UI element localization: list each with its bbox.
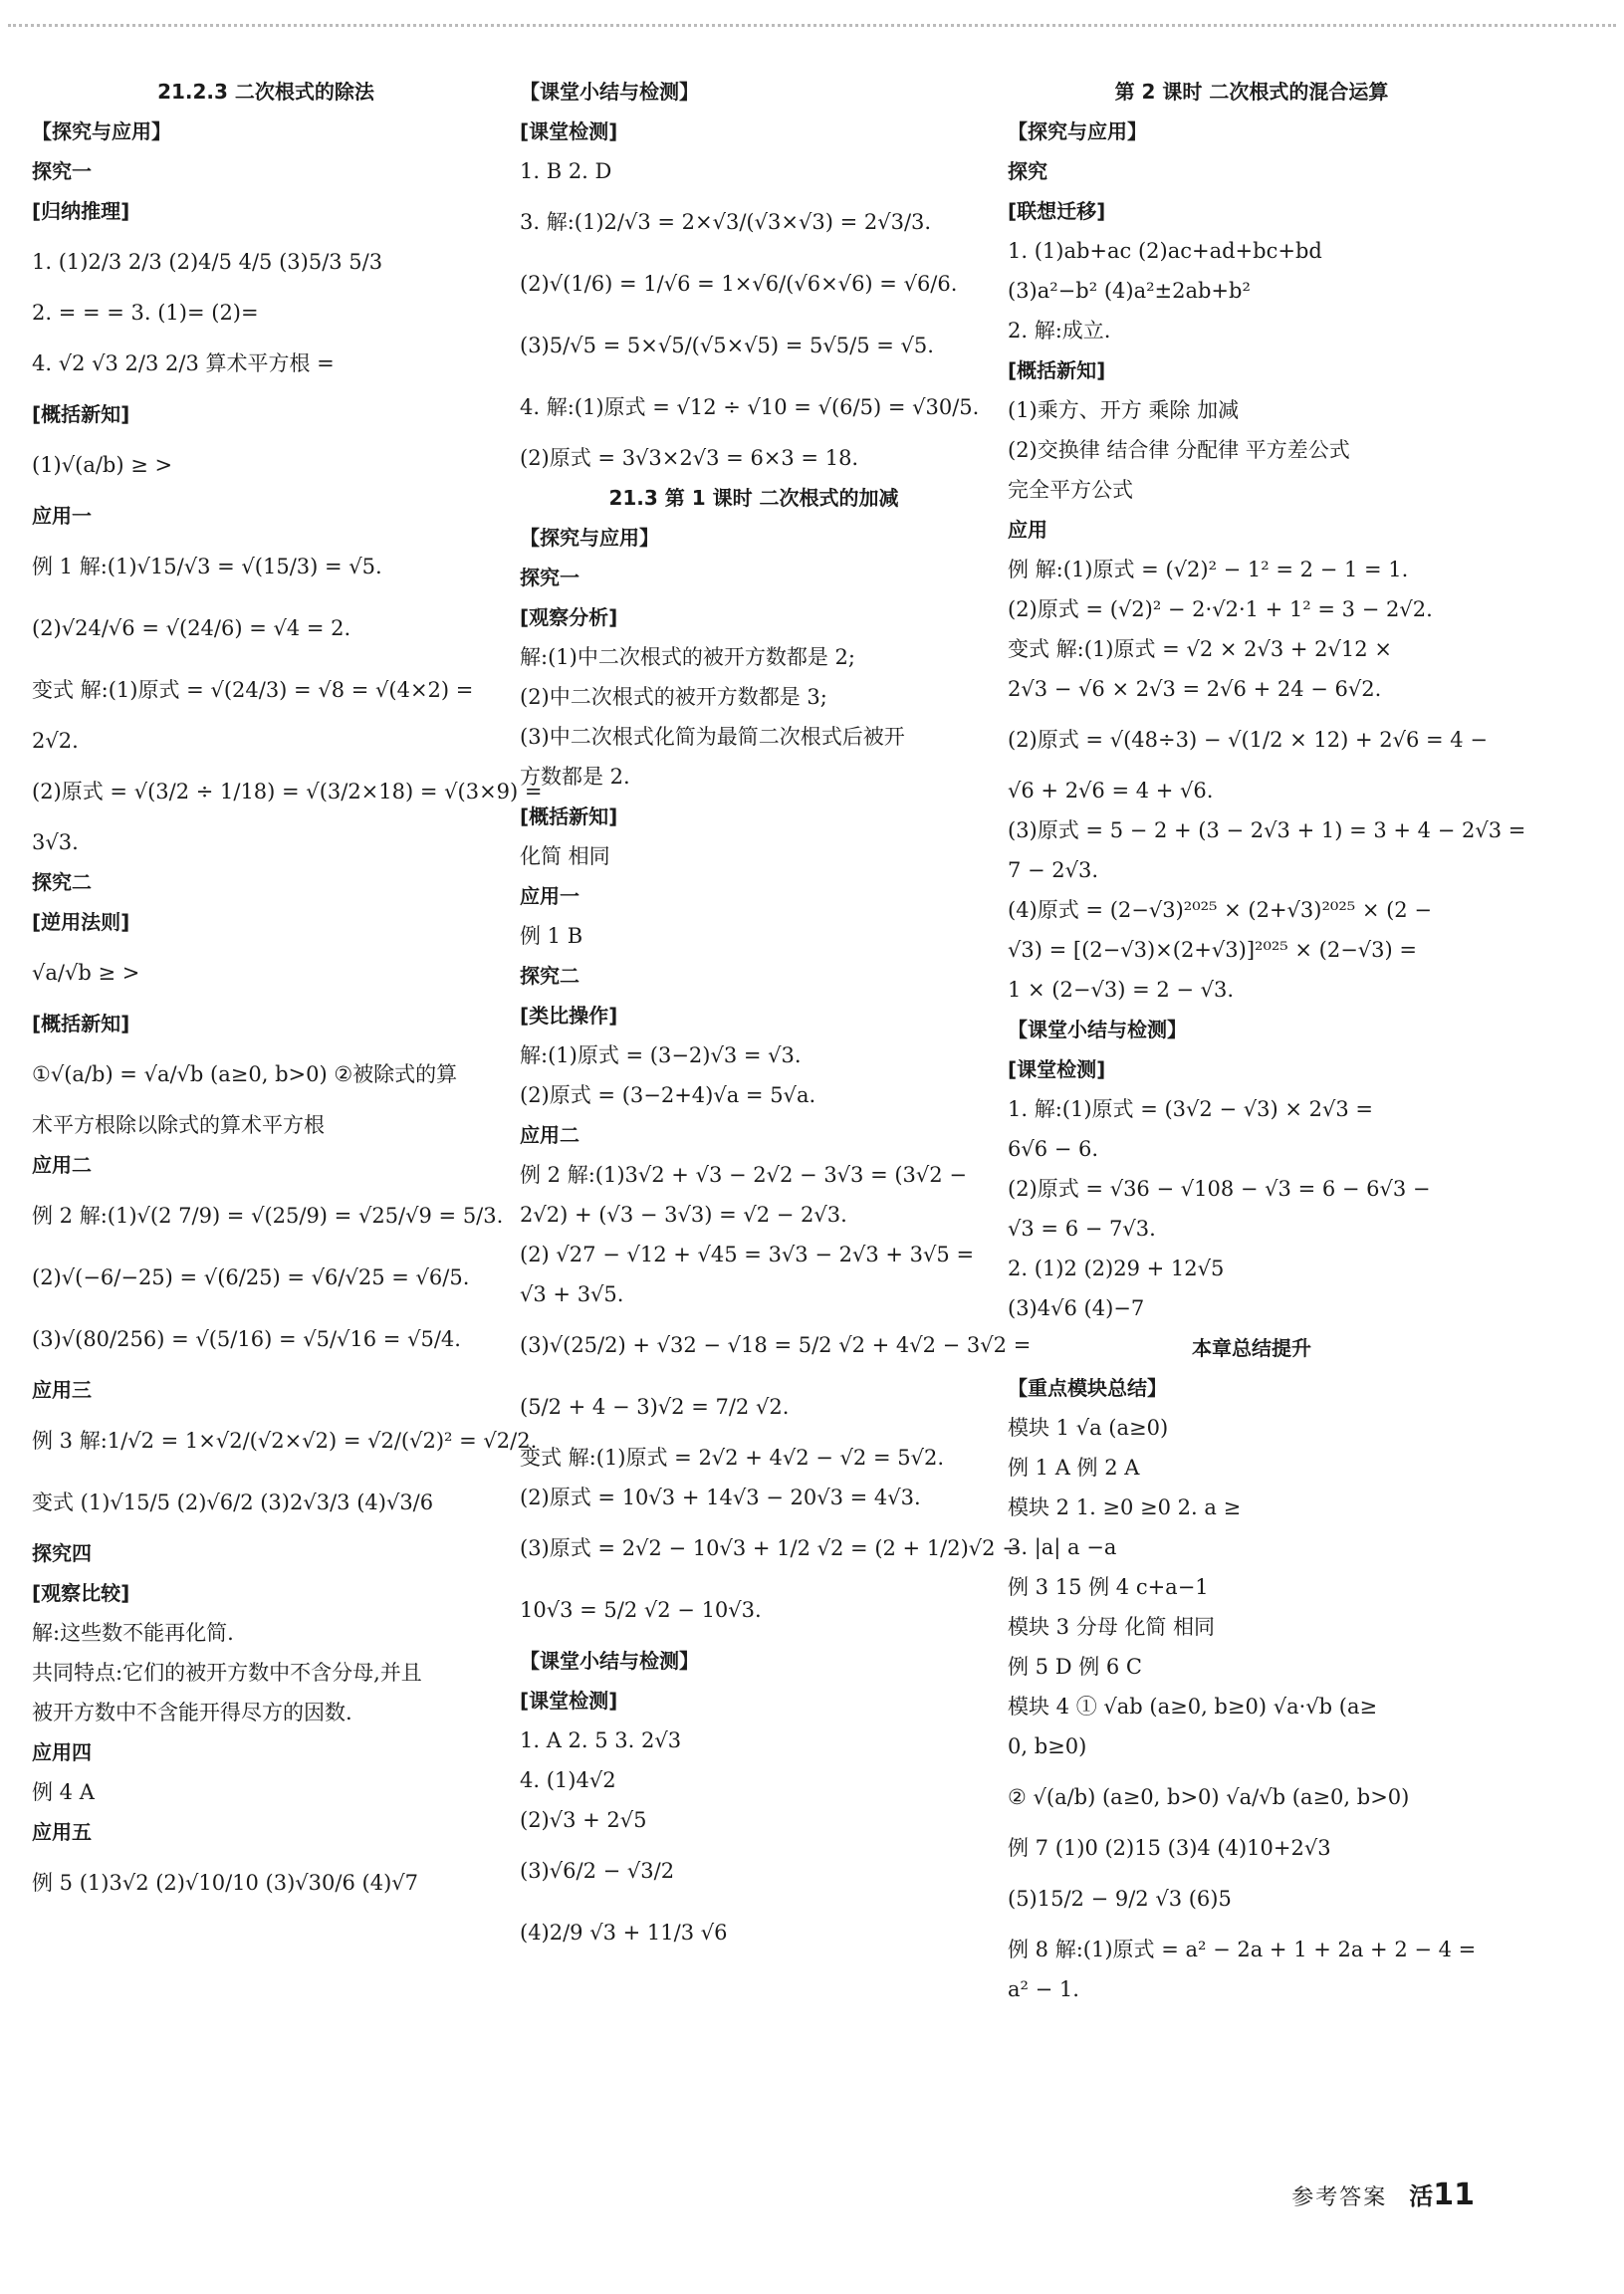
answer-line: (2)交换律 结合律 分配律 平方差公式 xyxy=(1008,438,1350,462)
answer-line: a² − 1. xyxy=(1008,1977,1079,2001)
answer-line: 变式 (1)√15/5 (2)√6/2 (3)2√3/3 (4)√3/6 xyxy=(32,1491,434,1514)
section-heading: [归纳推理] xyxy=(32,199,130,223)
section-heading: [类比操作] xyxy=(520,1004,618,1028)
section-heading: 应用二 xyxy=(32,1153,92,1177)
answer-line: 例 1 B xyxy=(520,924,583,948)
answer-line: 4. (1)4√2 xyxy=(520,1768,616,1792)
answer-line: 化简 相同 xyxy=(520,844,610,868)
section-heading: [概括新知] xyxy=(520,804,618,828)
answer-line: 3√3. xyxy=(32,830,79,854)
section-heading: [课堂检测] xyxy=(520,1689,618,1713)
answer-line: (2)√24/√6 = √(24/6) = √4 = 2. xyxy=(32,616,351,640)
answer-line: (2)原式 = √(48÷3) − √(1/2 × 12) + 2√6 = 4 − xyxy=(1008,728,1488,752)
answer-line: 4. √2 √3 2/3 2/3 算术平方根 = xyxy=(32,351,335,375)
answer-line: 变式 解:(1)原式 = 2√2 + 4√2 − √2 = 5√2. xyxy=(520,1446,945,1470)
section-heading: 探究二 xyxy=(32,870,92,894)
answer-line: 例 4 A xyxy=(32,1780,95,1804)
answer-line: 方数都是 2. xyxy=(520,765,630,789)
answer-line: 1. B 2. D xyxy=(520,159,612,183)
answer-line: (2)原式 = 10√3 + 14√3 − 20√3 = 4√3. xyxy=(520,1486,921,1509)
answer-line: 例 3 15 例 4 c+a−1 xyxy=(1008,1575,1209,1599)
answer-column-3 xyxy=(1008,72,1526,2009)
answer-line: 1 × (2−√3) = 2 − √3. xyxy=(1008,978,1235,1002)
section-heading: 应用五 xyxy=(32,1820,92,1844)
section-heading: 【课堂小结与检测】 xyxy=(520,1649,699,1673)
answer-line: √3 + 3√5. xyxy=(520,1282,624,1306)
section-heading: 【重点模块总结】 xyxy=(1008,1376,1167,1400)
answer-line: √6 + 2√6 = 4 + √6. xyxy=(1008,779,1214,803)
answer-column-2 xyxy=(520,72,1032,1963)
section-heading: 探究 xyxy=(1008,159,1047,183)
answer-line: 模块 2 1. ≥0 ≥0 2. a ≥ xyxy=(1008,1495,1242,1519)
answer-line: 2√3 − √6 × 2√3 = 2√6 + 24 − 6√2. xyxy=(1008,677,1382,701)
answer-line: 3. 解:(1)2/√3 = 2×√3/(√3×√3) = 2√3/3. xyxy=(520,210,932,234)
answer-line: 例 解:(1)原式 = (√2)² − 1² = 2 − 1 = 1. xyxy=(1008,558,1409,581)
answer-line: (3)√(25/2) + √32 − √18 = 5/2 √2 + 4√2 − 3√2 = xyxy=(520,1333,1032,1357)
section-heading: 探究一 xyxy=(520,566,580,589)
answer-line: 2. (1)2 (2)29 + 12√5 xyxy=(1008,1257,1225,1280)
answer-line: (5)15/2 − 9/2 √3 (6)5 xyxy=(1008,1887,1232,1911)
answer-line: 4. 解:(1)原式 = √12 ÷ √10 = √(6/5) = √30/5. xyxy=(520,395,980,419)
answer-line: 解:(1)中二次根式的被开方数都是 2; xyxy=(520,645,855,669)
section-heading: [课堂检测] xyxy=(520,119,618,143)
answer-line: 变式 解:(1)原式 = √(24/3) = √8 = √(4×2) = xyxy=(32,678,474,702)
section-heading: 【课堂小结与检测】 xyxy=(520,80,699,104)
answer-line: 0, b≥0) xyxy=(1008,1734,1087,1758)
answer-line: 2. 解:成立. xyxy=(1008,319,1111,343)
answer-line: (1)√(a/b) ≥ > xyxy=(32,453,173,477)
answer-line: ② √(a/b) (a≥0, b>0) √a/√b (a≥0, b>0) xyxy=(1008,1785,1410,1809)
section-heading: 应用四 xyxy=(32,1740,92,1764)
answer-line: (3)原式 = 2√2 − 10√3 + 1/2 √2 = (2 + 1/2)√2 − xyxy=(520,1536,1020,1560)
answer-line: (2)原式 = √(3/2 ÷ 1/18) = √(3/2×18) = √(3×9) = xyxy=(32,780,543,803)
section-heading: 应用一 xyxy=(520,884,580,908)
answer-line: (3)4√6 (4)−7 xyxy=(1008,1296,1145,1320)
section-title: 第 2 课时 二次根式的混合运算 xyxy=(1114,80,1389,104)
answer-line: (3)√6/2 − √3/2 xyxy=(520,1859,675,1883)
answer-line: 解:这些数不能再化简. xyxy=(32,1621,234,1645)
answer-line: 模块 1 √a (a≥0) xyxy=(1008,1416,1169,1440)
answer-line: (3)a²−b² (4)a²±2ab+b² xyxy=(1008,279,1251,303)
section-heading: 探究四 xyxy=(32,1541,92,1565)
answer-line: 例 5 (1)3√2 (2)√10/10 (3)√30/6 (4)√7 xyxy=(32,1871,419,1895)
answer-line: 被开方数中不含能开得尽方的因数. xyxy=(32,1701,352,1724)
section-heading: [联想迁移] xyxy=(1008,199,1106,223)
answer-line: (3)5/√5 = 5×√5/(√5×√5) = 5√5/5 = √5. xyxy=(520,334,934,357)
answer-line: 共同特点:它们的被开方数中不含分母,并且 xyxy=(32,1661,422,1685)
section-heading: [概括新知] xyxy=(1008,358,1106,382)
answer-line: (2)原式 = 3√3×2√3 = 6×3 = 18. xyxy=(520,446,859,470)
answer-line: 解:(1)原式 = (3−2)√3 = √3. xyxy=(520,1043,802,1067)
answer-line: (3)√(80/256) = √(5/16) = √5/√16 = √5/4. xyxy=(32,1327,461,1351)
answer-line: 例 2 解:(1)√(2 7/9) = √(25/9) = √25/√9 = 5/3. xyxy=(32,1204,504,1228)
answer-line: (3)原式 = 5 − 2 + (3 − 2√3 + 1) = 3 + 4 − 2√3 = xyxy=(1008,818,1526,842)
answer-line: (2) √27 − √12 + √45 = 3√3 − 2√3 + 3√5 = xyxy=(520,1243,975,1266)
answer-line: (2)原式 = (√2)² − 2·√2·1 + 1² = 3 − 2√2. xyxy=(1008,597,1433,621)
answer-line: 模块 3 分母 化简 相同 xyxy=(1008,1615,1216,1639)
answer-line: 例 1 解:(1)√15/√3 = √(15/3) = √5. xyxy=(32,555,382,578)
answer-line: (4)2/9 √3 + 11/3 √6 xyxy=(520,1921,728,1945)
answer-line: 1. A 2. 5 3. 2√3 xyxy=(520,1728,682,1752)
section-title: 本章总结提升 xyxy=(1192,1336,1311,1360)
section-heading: [课堂检测] xyxy=(1008,1057,1106,1081)
section-heading: 【探究与应用】 xyxy=(1008,119,1147,143)
answer-line: 10√3 = 5/2 √2 − 10√3. xyxy=(520,1598,762,1622)
section-heading: 应用一 xyxy=(32,504,92,528)
answer-line: (5/2 + 4 − 3)√2 = 7/2 √2. xyxy=(520,1395,790,1419)
answer-line: √a/√b ≥ > xyxy=(32,961,140,985)
answer-line: 1. 解:(1)原式 = (3√2 − √3) × 2√3 = xyxy=(1008,1097,1373,1121)
section-heading: [观察比较] xyxy=(32,1581,130,1605)
section-heading: 应用三 xyxy=(32,1378,92,1402)
answer-line: 完全平方公式 xyxy=(1008,478,1133,502)
section-title: 21.3 第 1 课时 二次根式的加减 xyxy=(608,486,899,510)
section-heading: 【探究与应用】 xyxy=(520,526,659,550)
section-heading: 应用二 xyxy=(520,1123,580,1147)
answer-line: (2)中二次根式的被开方数都是 3; xyxy=(520,685,827,709)
answer-line: 7 − 2√3. xyxy=(1008,858,1099,882)
answer-line: 3. |a| a −a xyxy=(1008,1535,1117,1559)
answer-line: 2. = = = 3. (1)= (2)= xyxy=(32,301,259,325)
section-heading: [逆用法则] xyxy=(32,910,130,934)
answer-line: 例 5 D 例 6 C xyxy=(1008,1655,1143,1679)
section-heading: 【探究与应用】 xyxy=(32,119,171,143)
answer-line: 2√2. xyxy=(32,729,79,753)
answer-line: 1. (1)2/3 2/3 (2)4/5 4/5 (3)5/3 5/3 xyxy=(32,250,383,274)
answer-line: (2)√(1/6) = 1/√6 = 1×√6/(√6×√6) = √6/6. xyxy=(520,272,958,296)
answer-line: 模块 4 ① √ab (a≥0, b≥0) √a·√b (a≥ xyxy=(1008,1695,1378,1719)
answer-line: (2)√(−6/−25) = √(6/25) = √6/√25 = √6/5. xyxy=(32,1265,470,1289)
answer-line: √3 = 6 − 7√3. xyxy=(1008,1217,1156,1241)
section-heading: 应用 xyxy=(1008,518,1047,542)
top-border xyxy=(8,24,1616,27)
answer-column-1 xyxy=(32,72,543,1914)
section-heading: 探究一 xyxy=(32,159,92,183)
answer-line: 例 8 解:(1)原式 = a² − 2a + 1 + 2a + 2 − 4 = xyxy=(1008,1938,1477,1961)
answer-line: (2)原式 = √36 − √108 − √3 = 6 − 6√3 − xyxy=(1008,1177,1431,1201)
answer-line: 变式 解:(1)原式 = √2 × 2√3 + 2√12 × xyxy=(1008,637,1392,661)
footer-mark: 活 xyxy=(1409,2182,1434,2210)
footer-label: 参考答案 xyxy=(1291,2185,1388,2210)
section-heading: [概括新知] xyxy=(32,402,130,426)
answer-line: (1)乘方、开方 乘除 加减 xyxy=(1008,398,1240,422)
answer-line: (3)中二次根式化简为最简二次根式后被开 xyxy=(520,725,905,749)
answer-line: (2)原式 = (3−2+4)√a = 5√a. xyxy=(520,1083,816,1107)
answer-line: 2√2) + (√3 − 3√3) = √2 − 2√3. xyxy=(520,1203,847,1227)
section-title: 21.2.3 二次根式的除法 xyxy=(157,80,374,104)
section-heading: 探究二 xyxy=(520,964,580,988)
answer-line: 例 2 解:(1)3√2 + √3 − 2√2 − 3√3 = (3√2 − xyxy=(520,1163,967,1187)
answer-line: ①√(a/b) = √a/√b (a≥0, b>0) ②被除式的算 xyxy=(32,1062,458,1086)
answer-line: 例 1 A 例 2 A xyxy=(1008,1456,1140,1480)
answer-line: √3) = [(2−√3)×(2+√3)]²⁰²⁵ × (2−√3) = xyxy=(1008,938,1418,962)
answer-line: 例 3 解:1/√2 = 1×√2/(√2×√2) = √2/(√2)² = √2/2. xyxy=(32,1429,538,1453)
answer-line: 6√6 − 6. xyxy=(1008,1137,1099,1161)
section-heading: [概括新知] xyxy=(32,1012,130,1035)
page-number: 11 xyxy=(1433,2178,1475,2212)
section-heading: [观察分析] xyxy=(520,605,618,629)
answer-line: 例 7 (1)0 (2)15 (3)4 (4)10+2√3 xyxy=(1008,1836,1331,1860)
answer-line: 1. (1)ab+ac (2)ac+ad+bc+bd xyxy=(1008,239,1322,263)
answer-line: (2)√3 + 2√5 xyxy=(520,1808,647,1832)
answer-line: 术平方根除以除式的算术平方根 xyxy=(32,1113,325,1137)
answer-line: (4)原式 = (2−√3)²⁰²⁵ × (2+√3)²⁰²⁵ × (2 − xyxy=(1008,898,1432,922)
page-footer xyxy=(1291,2177,1475,2212)
section-heading: 【课堂小结与检测】 xyxy=(1008,1018,1187,1041)
